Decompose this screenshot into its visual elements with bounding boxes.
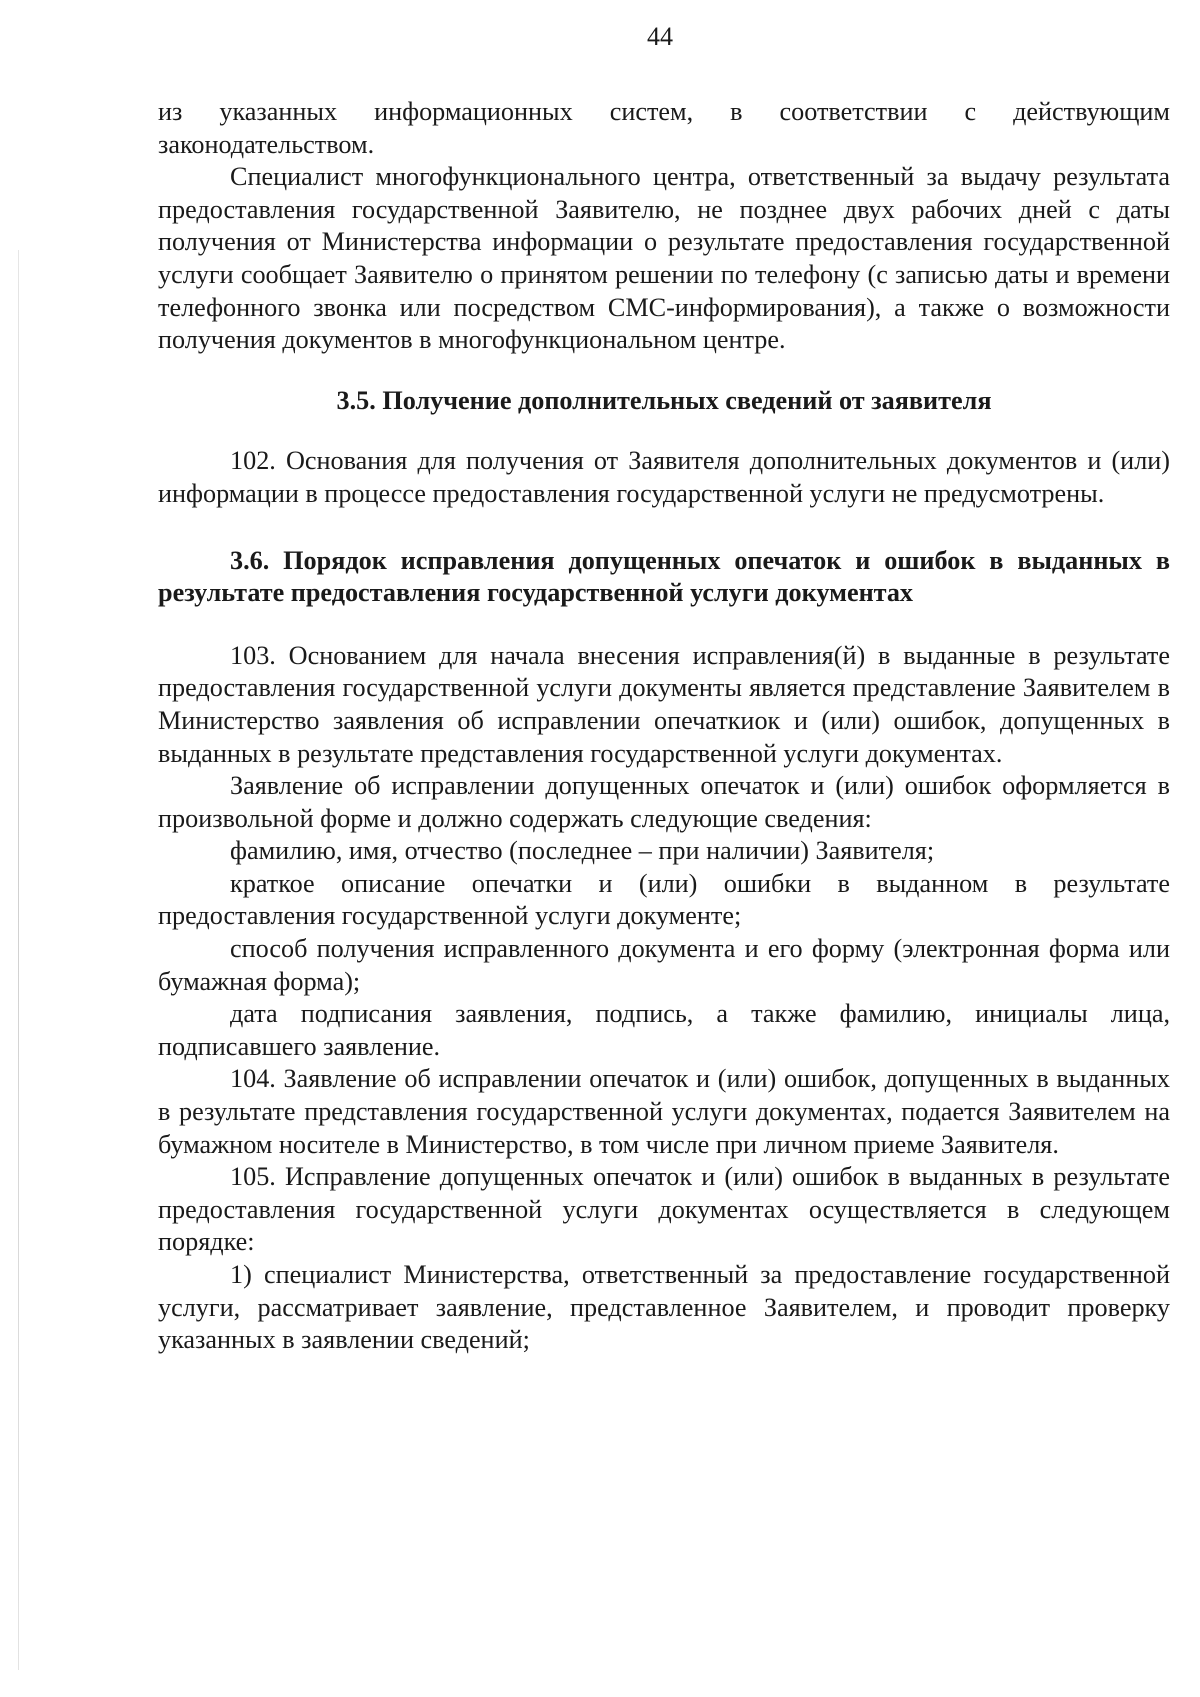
paragraph-104: 104. Заявление об исправлении опечаток и (или) ошибок, допущенных в выданных в результате представления государственной услуги документах, подается Заявителем на бумажном носителе в Министерство, в том числе при личном приеме Заявителя. [158,1064,1170,1159]
paragraph-intro: из указанных информационных систем, в соответствии с действующим законодательством. [158,97,1170,159]
paragraph-102: 102. Основания для получения от Заявителя дополнительных документов и (или) информации в процессе предоставления государственной услуги не предусмотрены. [158,446,1170,508]
list-item-method: способ получения исправленного документа и его форму (электронная форма или бумажная форма); [158,934,1170,996]
list-item-date: дата подписания заявления, подпись, а также фамилию, инициалы лица, подписавшего заявление. [158,999,1170,1061]
list-item-description: краткое описание опечатки и (или) ошибки в выданном в результате предоставления государственной услуги документе; [158,868,1170,931]
document-body [158,96,1170,1357]
paragraph-105: 105. Исправление допущенных опечаток и (или) ошибок в выданных в результате предоставления государственной услуги документах осуществляется в следующем порядке: [158,1162,1170,1257]
section-heading-3-5: 3.5. Получение дополнительных сведений от заявителя [336,385,992,415]
paragraph-103: 103. Основанием для начала внесения исправления(й) в выданные в результате предоставления государственной услуги документы является представление Заявителем в Министерство заявления об исправлении опечаткиок и (или) ошибок, допущенных в выданных в результате представления государственной услуги документах. [158,640,1170,768]
scan-edge-line [18,250,19,1670]
section-heading-3-6: 3.6. Порядок исправления допущенных опечаток и ошибок в выданных в результате предоставления государственной услуги документах [158,545,1170,608]
paragraph-105-1: 1) специалист Министерства, ответственный за предоставление государственной услуги, рассматривает заявление, представленное Заявителем, и проводит проверку указанных в заявлении сведений; [158,1260,1170,1355]
paragraph-statement: Заявление об исправлении допущенных опечаток и (или) ошибок оформляется в произвольной форме и должно содержать следующие сведения: [158,771,1170,833]
list-item-fio: фамилию, имя, отчество (последнее – при наличии) Заявителя; [230,836,935,866]
paragraph-specialist: Специалист многофункционального центра, ответственный за выдачу результата предоставления государственной Заявителю, не позднее двух рабочих дней с даты получения от Министерства информации о результате предоставления государственной услуги сообщает Заявителю о принятом решении по телефону (с записью даты и времени телефонного звонка или посредством СМС-информирования), а также о возможности получения документов в многофункциональном центре. [158,162,1170,355]
page-number: 44 [647,22,673,51]
